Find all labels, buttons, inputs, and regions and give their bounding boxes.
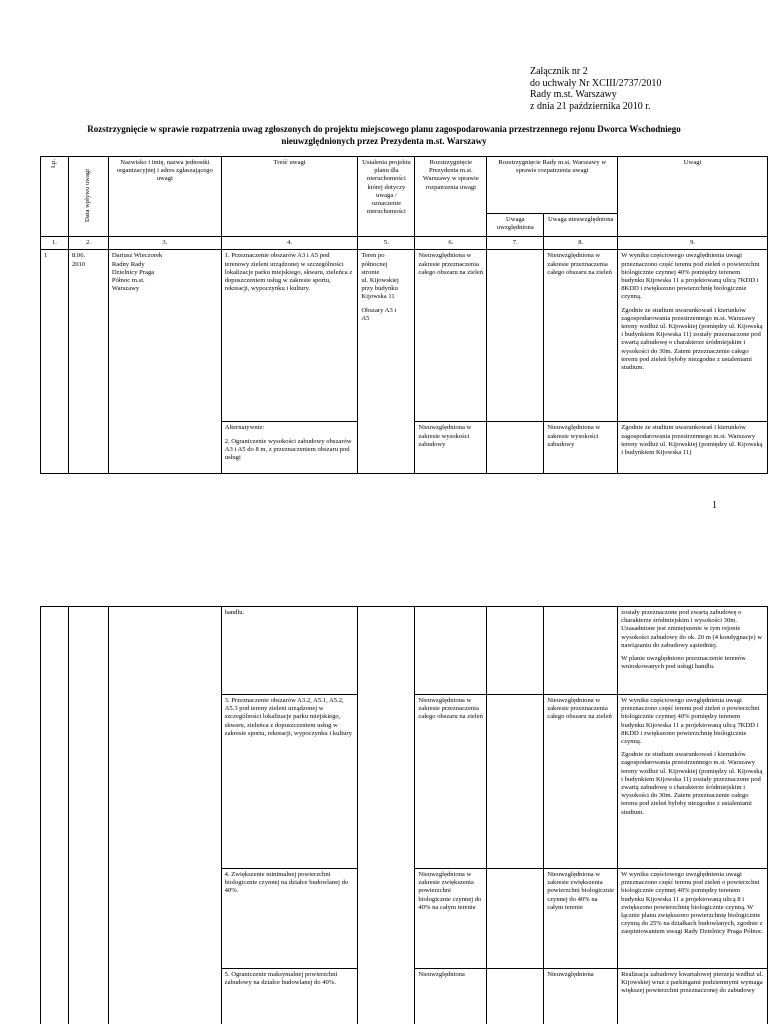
header-lp: Lp. — [41, 157, 69, 237]
row-accepted-5 — [487, 969, 544, 1024]
header-president: Rozstrzygnięcie Prezydenta m.st. Warszawy w sprawie rozpatrzenia uwagi — [415, 157, 487, 237]
row-council-5: Nieuwzględniona — [544, 969, 618, 1024]
row-content-3: 3. Przeznaczenie obszarów A3.2, A5.1, A5.2, A5.3 pod tereny zieleni urządzonej w szczególności lokalizacje parku miejskiego, skwaru, zieleńca z dopuszczeniem usług w zakresie sportu, rekreacji, wypoczynku i kultury — [221, 695, 358, 869]
row-president-cont — [415, 607, 487, 695]
header-remarks: Uwagi — [618, 157, 768, 237]
annex-number: Załącznik nr 2 — [530, 66, 588, 77]
colnum-6: 6. — [415, 237, 487, 250]
header-accepted: Uwaga uwzględniona — [487, 213, 544, 236]
colnum-4: 4. — [221, 237, 358, 250]
colnum-7: 7. — [487, 237, 544, 250]
colnum-1: 1. — [41, 237, 69, 250]
row-lp: 1 — [41, 250, 69, 474]
annex-resolution: do uchwały Nr XCIII/2737/2010 — [530, 77, 662, 89]
annex-date: z dnia 21 października 2010 r. — [530, 100, 651, 112]
colnum-2: 2. — [68, 237, 108, 250]
page-gap — [0, 540, 768, 606]
colnum-8: 8. — [544, 237, 618, 250]
row-president-5: Nieuwzględniona — [415, 969, 487, 1024]
row-council-1: Nieuwzględniona w zakresie przeznaczenia całego obszaru na zieleń — [544, 250, 618, 422]
table-row — [41, 607, 768, 695]
row-accepted-2 — [487, 422, 544, 474]
row-content-2: Alternatywnie: 2. Ograniczenie wysokości zabudowy obszarów A3 i A5 do 8 m, z przeznaczeniem obszaru pod usługi — [221, 422, 358, 474]
document-title-line-2: nieuwzględnionych przez Prezydenta m.st. Warszawy — [281, 135, 487, 146]
table-header-row — [41, 157, 768, 214]
row-president-1: Nieuwzględniona w zakresie przeznaczenia całego obszaru na zieleń — [415, 250, 487, 422]
row-president-2: Nieuwzględniona w zakresie wysokości zabudowy — [415, 422, 487, 474]
row-date-cont — [68, 607, 108, 1024]
header-name: Nazwisko i imię, nazwa jednostki organizacyjnej i adres zgłaszającego uwagi — [108, 157, 221, 237]
row-remarks-3: W wyniku częściowego uwzględnienia uwagi przeznaczono część terenu pod zieleń o powierzchni biologicznie czynnej 40% pomiędzy terenem budynku Kijowska 11 a projektowaną ulicą 7KDD i 8KDD i zwiększono powierzchnię biologicznie czynną. Zgodnie ze studium uwarunkowań i kierunków zagospodarowania przestrzennego m.st. Warszawy tereny wzdłuż ul. Kijowskiej (pomiędzy ul. Kijowską i budynkiem Kijowska 11) zostały przeznaczone pod zwartą zabudowę o charakterze śródmiejskim i wysokości do 30m. Zatem przeznaczenie całego terenu pod zieleń byłoby niezgodne z ustaleniami studium. — [618, 695, 768, 869]
row-council-cont — [544, 607, 618, 695]
row-name-cont — [108, 607, 221, 1024]
remarks-table-continued — [40, 606, 768, 1024]
row-council-2: Nieuwzględniona w zakresie wysokości zabudowy — [544, 422, 618, 474]
row-remarks-2: Zgodnie ze studium uwarunkowań i kierunków zagospodarowania przestrzennego m.st. Warszawy tereny wzdłuż ul. Kijowskiej (pomiędzy ul. Kijowską i budynkiem Kijowska 11) — [618, 422, 768, 474]
row-council-4: Nieuwzględniona w zakresie zwiększenia powierzchni biologicznie czynnej do 40% na całym terenie — [544, 869, 618, 969]
row-accepted-1 — [487, 250, 544, 422]
row-name: Dariusz Wieczorek Radny Rady Dzielnicy Praga Północ m.st. Warszawy — [108, 250, 221, 474]
row-location: Teren po północnej stronie ul. Kijowskiej przy budynku Kijowska 11 Obszary A3 i A5 — [358, 250, 415, 474]
row-remarks-5: Realizacja zabudowy kwartałowej pierzeja wzdłuż ul. Kijowskiej wraz z parkingami podziemnymi wymaga większej powierzchni przeznaczonej do zabudowy — [618, 969, 768, 1024]
row-content-5: 5. Ograniczenie maksymalnej powierzchni zabudowy na działce budowlanej do 40%. — [221, 969, 358, 1024]
row-remarks-1: W wyniku częściowego uwzględnienia uwagi przeznaczono część terenu pod zieleń o powierzchni biologicznie czynnej 40% pomiędzy terenem budynku Kijowska 11 a projektowaną ulicą 7KDD i 8KDD i zwiększono powierzchnię biologicznie czynną. Zgodnie ze studium uwarunkowań i kierunków zagospodarowania przestrzennego m.st. Warszawy tereny wzdłuż ul. Kijowskiej (pomiędzy ul. Kijowską i budynkiem Kijowska 11) zostały przeznaczone pod zwartą zabudowę o charakterze śródmiejskim i wysokości do 30m. Zatem przeznaczenie całego terenu pod zieleń byłoby niezgodne z ustaleniami studium. — [618, 250, 768, 422]
table-row — [41, 250, 768, 422]
row-location-cont — [358, 607, 415, 1024]
row-council-3: Nieuwzględniona w zakresie przeznaczenia całego obszaru na zieleń — [544, 695, 618, 869]
remarks-table — [40, 156, 768, 474]
document-title-line-1: Rozstrzygnięcie w sprawie rozpatrzenia uwag zgłoszonych do projektu miejscowego planu zagospodarowania przestrzennego rejonu Dworca Wschodniego — [87, 124, 681, 134]
document-title — [40, 124, 728, 147]
row-lp-cont — [41, 607, 69, 1024]
row-remarks-4: W wyniku częściowego uwzględnienia uwagi przeznaczono część terenu pod zieleń o powierzchni biologicznie czynnej 40% pomiędzy terenem budynku Kijowska 11 a projektowaną ulicą 8 i zwiększono powierzchnię biologicznie czynną. W łącznie planu zwiększono powierzchnię biologicznie czynną do 25% na działkach budowlanych, zgodnie z zaopiniowaniem uwagi Rady Dzielnicy Praga Północ. — [618, 869, 768, 969]
row-accepted-3 — [487, 695, 544, 869]
row-remarks-cont: zostały przeznaczone pod zwartą zabudowę o charakterze śródmiejskim i wysokości 30m. Uzasadnione jest zmniejszenie w tym rejonie wysokości zabudowy do ok. 20 m (4 kondygnacje) w nawiązaniu do zabudowy sąsiedniej. W planie uwzględniono przeznaczenie terenów wnioskowanych pod usługi handlu. — [618, 607, 768, 695]
colnum-5: 5. — [358, 237, 415, 250]
row-accepted-4 — [487, 869, 544, 969]
header-rejected: Uwaga nieuwzględniona — [544, 213, 618, 236]
annex-council: Rady m.st. Warszawy — [530, 89, 617, 100]
row-content-4: 4. Zwiększenie minimalnej powierzchni biologicznie czynnej na działce budowlanej do 40%. — [221, 869, 358, 969]
annex-header — [530, 66, 661, 112]
row-content-cont: handlu. — [221, 607, 358, 695]
row-president-3: Nieuwzględniona w zakresie przeznaczenia całego obszaru na zieleń — [415, 695, 487, 869]
column-number-row — [41, 237, 768, 250]
colnum-9: 9. — [618, 237, 768, 250]
header-date: Data wpływu uwagi — [68, 157, 108, 237]
header-council: Rozstrzygnięcie Rady m.st. Warszawy w sprawie rozpatrzenia uwagi — [487, 157, 618, 214]
page-number: 1 — [712, 500, 717, 511]
row-president-4: Nieuwzględniona w zakresie zwiększenia powierzchni biologicznie czynnej do 40% na całym terenie — [415, 869, 487, 969]
row-content-1: 1. Przeznaczenie obszarów A3 i A5 pod terenowy zieleni urządzonej w szczególności lokalizacje parku miejskiego, skwaru, zieleńca z dopuszczeniem usług w zakresie sportu, rekreacji, wypoczynku i kultury. — [221, 250, 358, 422]
document-page-2 — [0, 606, 768, 1024]
row-accepted-cont — [487, 607, 544, 695]
colnum-3: 3. — [108, 237, 221, 250]
header-location: Ustalenia projektu planu dla nieruchomości której dotyczy uwaga / oznaczenie nieruchomości — [358, 157, 415, 237]
header-content: Treść uwagi — [221, 157, 358, 237]
row-date: 8.06. 2010 — [68, 250, 108, 474]
